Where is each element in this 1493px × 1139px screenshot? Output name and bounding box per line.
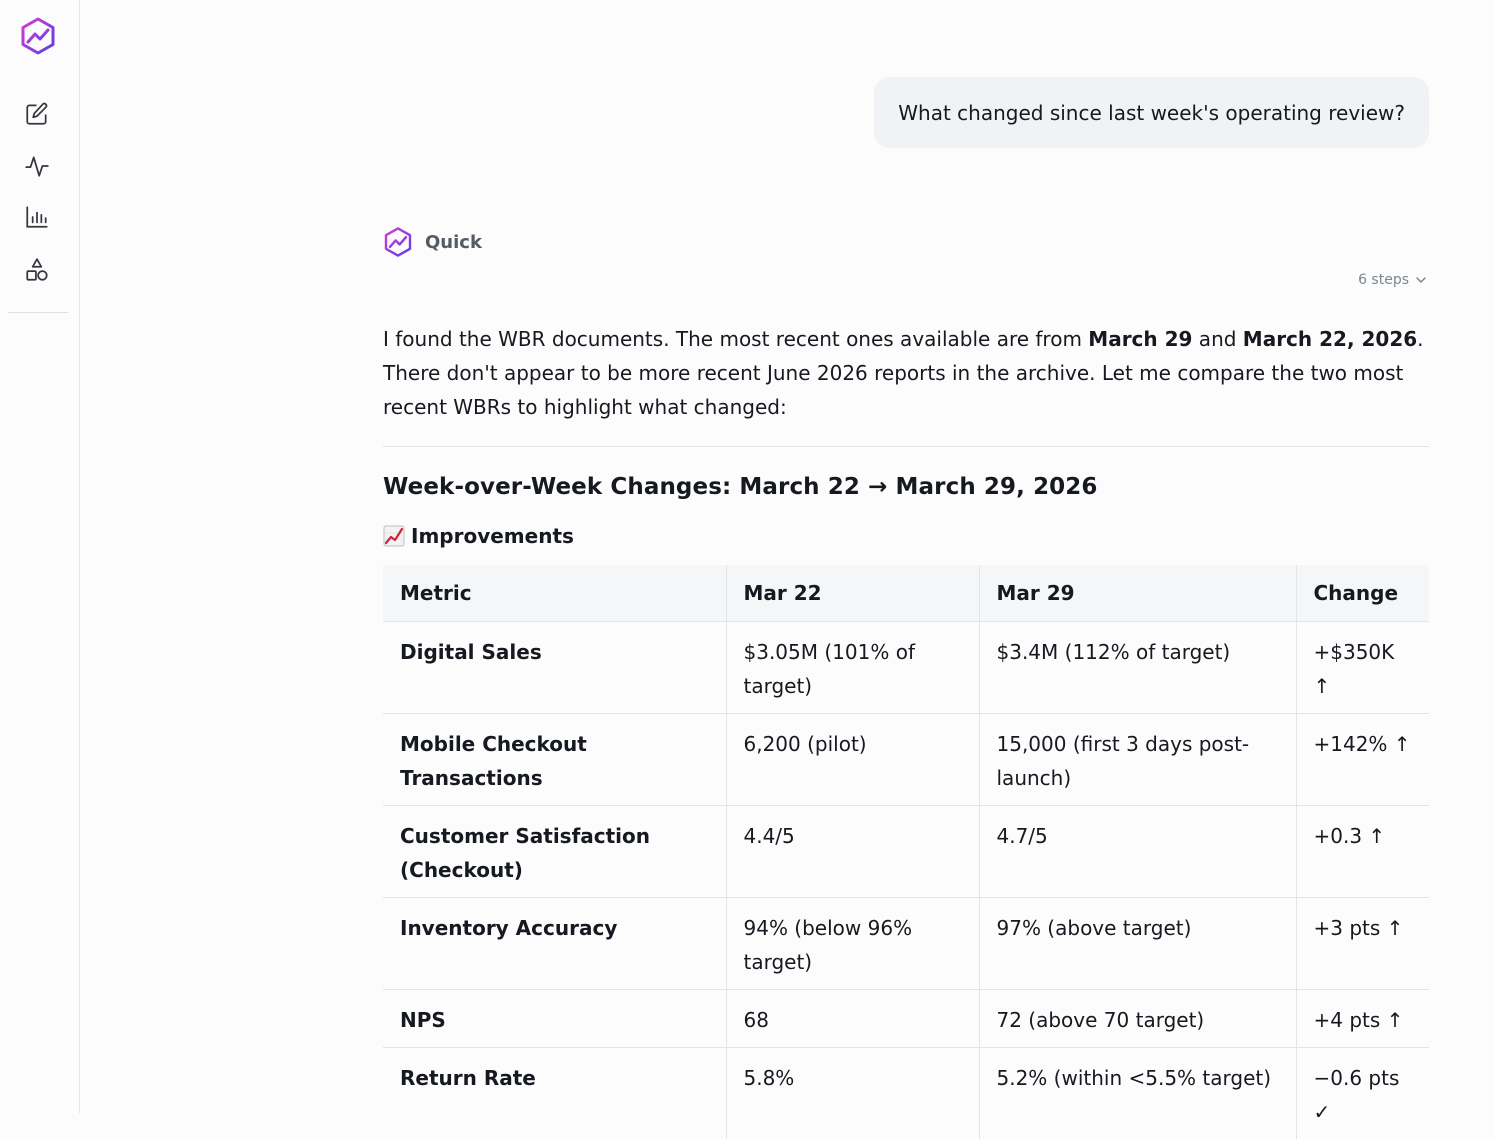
- intro-text-3: . There don't appear to be more recent June 2026 reports in the archive. Let me compare the two most recent WBRs to highlight what changed:: [383, 327, 1424, 419]
- mar-22-cell: 5.8%: [726, 1048, 979, 1139]
- intro-paragraph: [383, 322, 1429, 424]
- metric-cell: Inventory Accuracy: [383, 898, 726, 990]
- user-message-bubble: [874, 77, 1429, 148]
- quick-logo-icon[interactable]: [20, 16, 56, 56]
- shapes-icon: [24, 257, 50, 283]
- header-mar-22: Mar 22: [726, 565, 979, 622]
- metric-cell: Customer Satisfaction (Checkout): [383, 806, 726, 898]
- edit-icon: [24, 101, 50, 127]
- dashboards-button[interactable]: [20, 200, 54, 234]
- table-row: [383, 898, 1429, 990]
- mar-29-cell: 72 (above 70 target): [979, 990, 1296, 1048]
- mar-22-cell: $3.05M (101% of target): [726, 622, 979, 714]
- table-row: [383, 714, 1429, 806]
- change-cell: +3 pts ↑: [1296, 898, 1429, 990]
- mar-29-cell: 4.7/5: [979, 806, 1296, 898]
- chart-increasing-icon: [383, 525, 405, 547]
- table-row: [383, 806, 1429, 898]
- sidebar: [0, 0, 80, 1113]
- section-heading: Week-over-Week Changes: March 22 → March 29, 2026: [383, 471, 1429, 503]
- header-metric: Metric: [383, 565, 726, 622]
- pulse-icon: [24, 153, 50, 179]
- intro-text-2: and: [1192, 327, 1242, 351]
- steps-label: 6 steps: [1358, 272, 1409, 288]
- change-cell: +142% ↑: [1296, 714, 1429, 806]
- intro-text-1: I found the WBR documents. The most recent ones available are from: [383, 327, 1088, 351]
- mar-29-cell: 5.2% (within <5.5% target): [979, 1048, 1296, 1139]
- mar-29-cell: 15,000 (first 3 days post-launch): [979, 714, 1296, 806]
- chevron-down-icon: [1415, 274, 1427, 286]
- table-header-row: [383, 565, 1429, 622]
- metric-cell: Digital Sales: [383, 622, 726, 714]
- assistant-name: Quick: [425, 232, 482, 253]
- new-chat-button[interactable]: [20, 97, 54, 131]
- subsection-title: Improvements: [411, 521, 574, 551]
- table-row: [383, 990, 1429, 1048]
- mar-29-cell: 97% (above target): [979, 898, 1296, 990]
- metric-cell: Mobile Checkout Transactions: [383, 714, 726, 806]
- metric-cell: NPS: [383, 990, 726, 1048]
- mar-22-cell: 68: [726, 990, 979, 1048]
- intro-bold-2: March 22, 2026: [1243, 327, 1417, 351]
- quick-avatar-icon: [383, 226, 413, 258]
- bar-chart-icon: [24, 204, 50, 230]
- mar-29-cell: $3.4M (112% of target): [979, 622, 1296, 714]
- table-row: [383, 622, 1429, 714]
- assistant-header: [383, 226, 482, 258]
- intro-bold-1: March 29: [1088, 327, 1192, 351]
- header-mar-29: Mar 29: [979, 565, 1296, 622]
- change-cell: +$350K ↑: [1296, 622, 1429, 714]
- improvements-table: [383, 565, 1429, 1139]
- assistant-response: [383, 322, 1429, 1139]
- mar-22-cell: 94% (below 96% target): [726, 898, 979, 990]
- metric-cell: Return Rate: [383, 1048, 726, 1139]
- subsection-heading: [383, 521, 1429, 551]
- table-row: [383, 1048, 1429, 1139]
- activity-button[interactable]: [20, 149, 54, 183]
- change-cell: +4 pts ↑: [1296, 990, 1429, 1048]
- header-change: Change: [1296, 565, 1429, 622]
- mar-22-cell: 4.4/5: [726, 806, 979, 898]
- section-divider: [383, 446, 1429, 447]
- user-message-text: What changed since last week's operating review?: [898, 101, 1405, 125]
- steps-toggle[interactable]: [1358, 272, 1427, 288]
- change-cell: −0.6 pts ✓: [1296, 1048, 1429, 1139]
- integrations-button[interactable]: [20, 253, 54, 287]
- sidebar-divider: [8, 312, 68, 313]
- mar-22-cell: 6,200 (pilot): [726, 714, 979, 806]
- change-cell: +0.3 ↑: [1296, 806, 1429, 898]
